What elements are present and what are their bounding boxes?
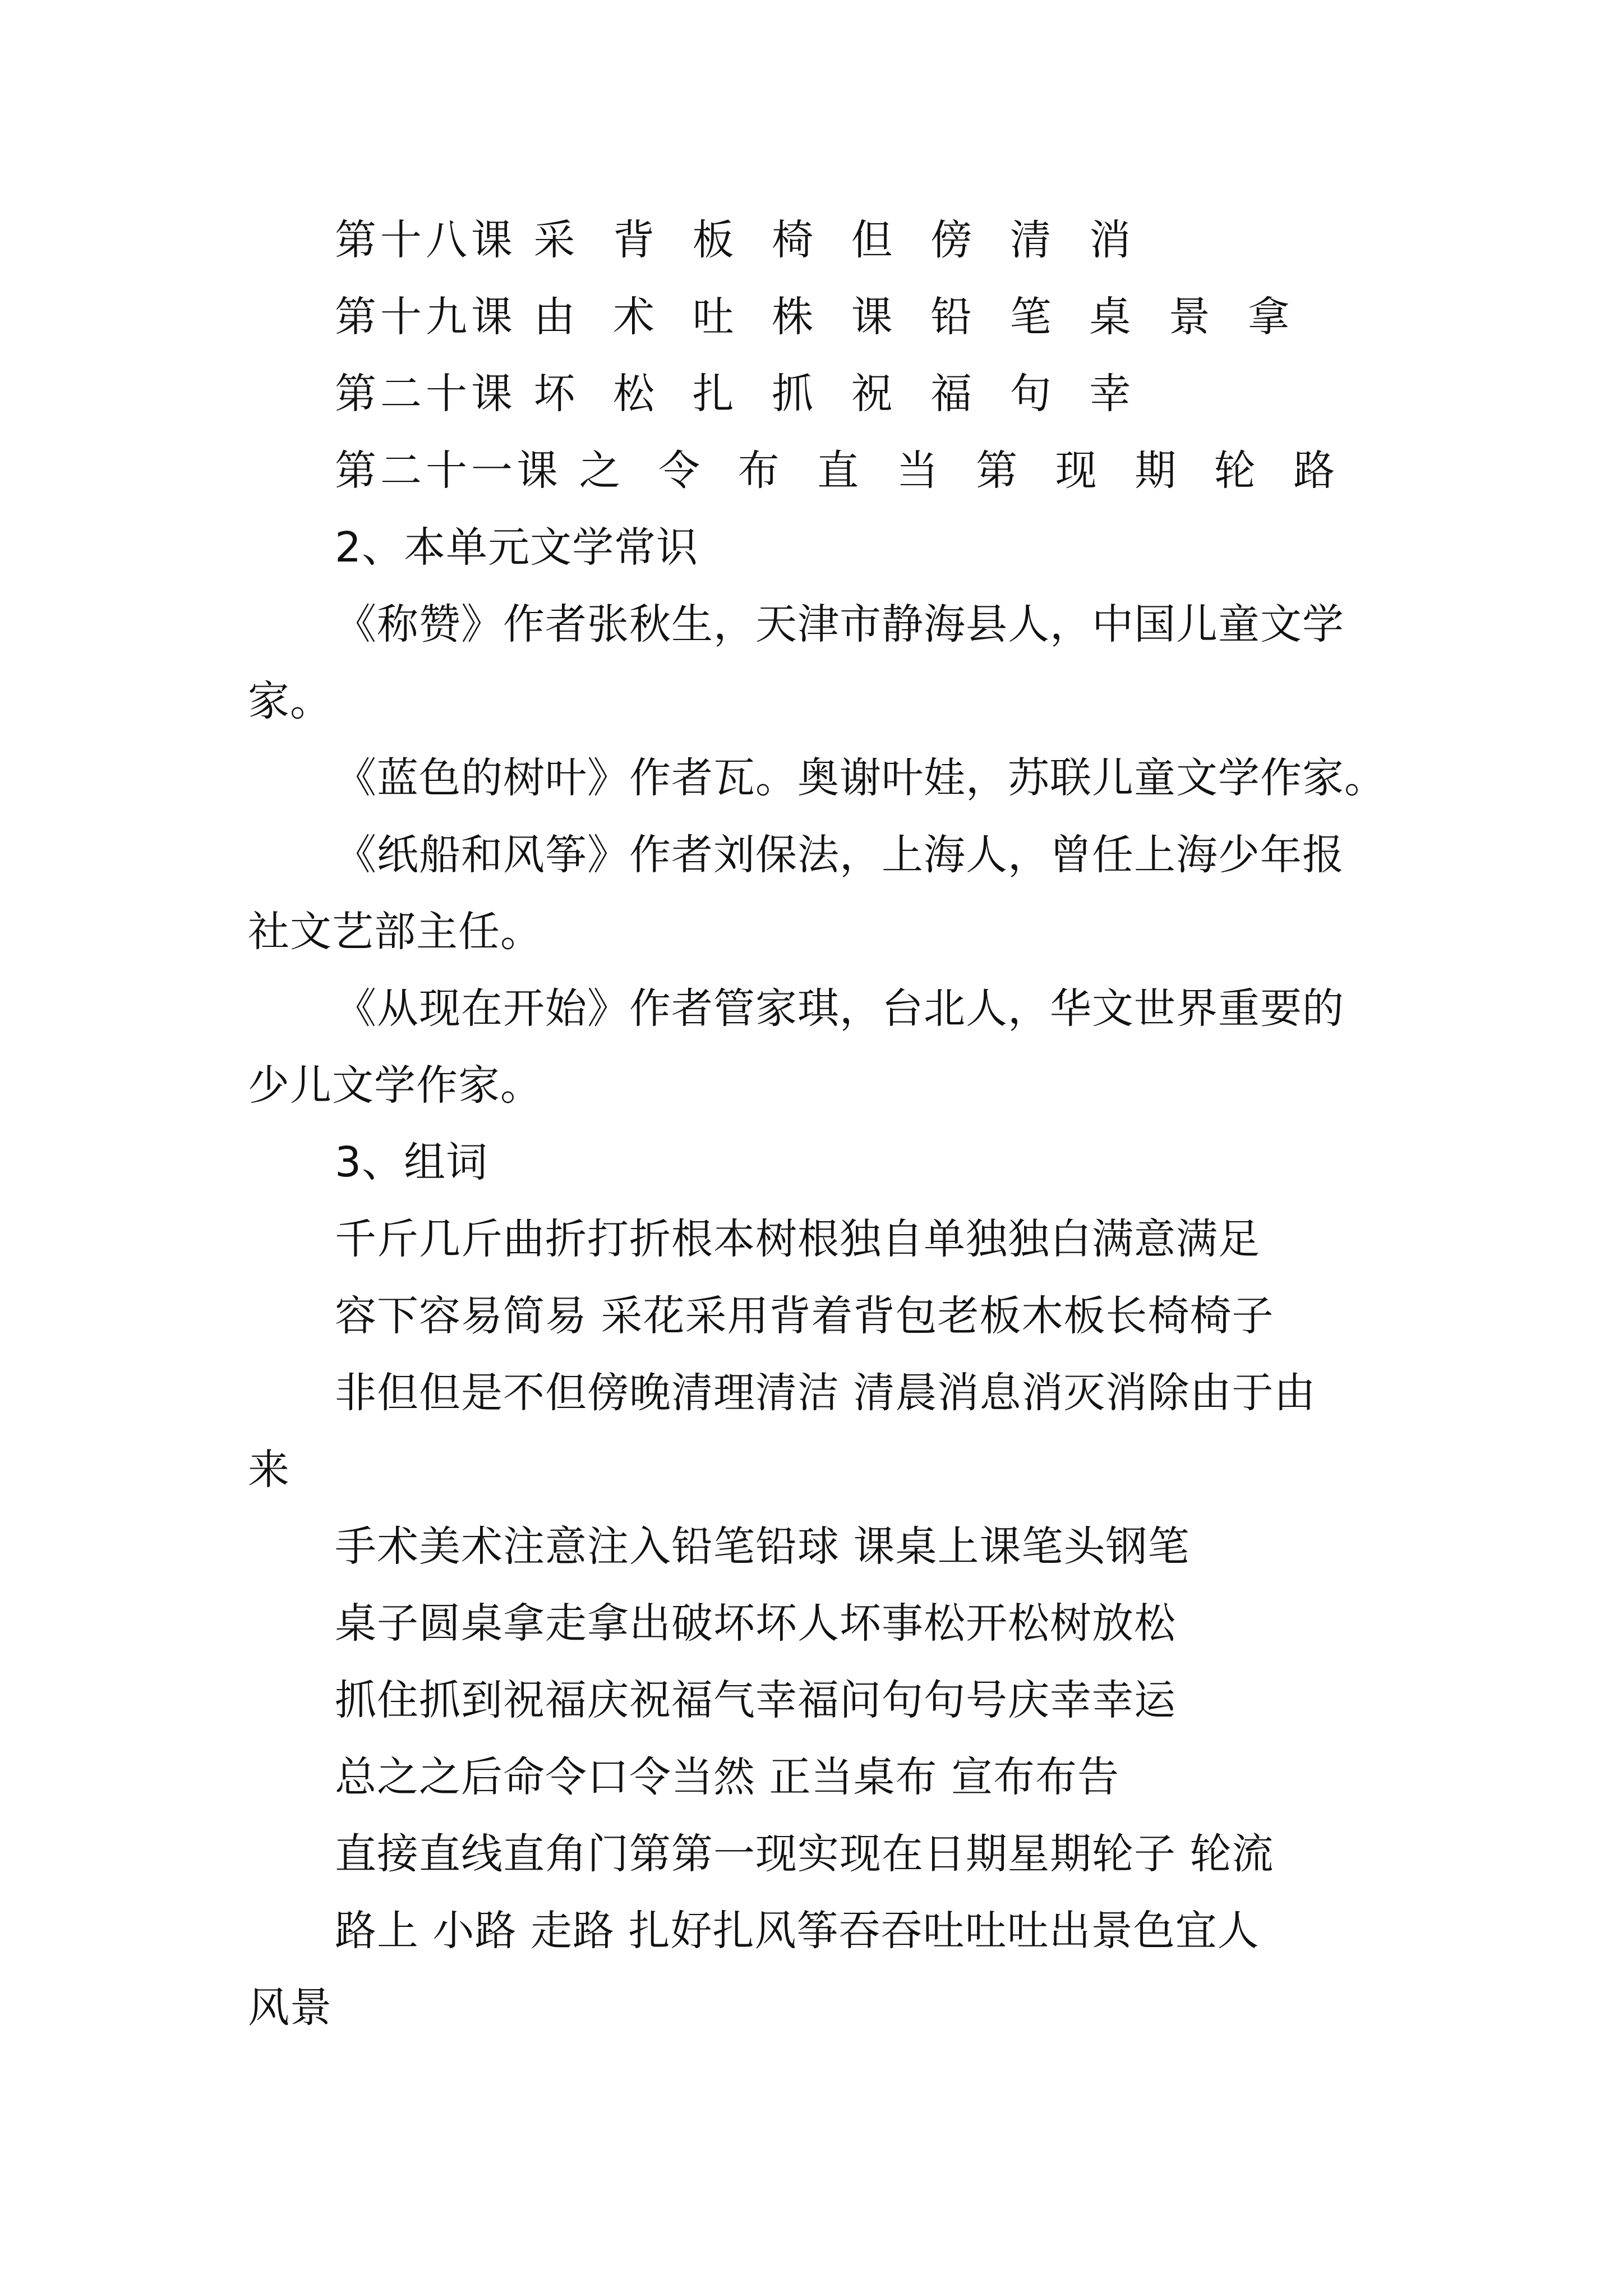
word-group-continuation: 来 [248,1446,290,1494]
word-group-line: 路上 小路 走路 扎好扎风筝吞吞吐吐吐出景色宜人 [335,1907,1260,1955]
lesson-title: 第十八课 [335,216,517,264]
literature-item-first-line: 《从现在开始》作者管家琪，台北人，华文世界重要的 [335,984,1344,1033]
literature-item-first-line: 《蓝色的树叶》作者瓦。奥谢叶娃，苏联儿童文学作家。 [335,754,1386,802]
word-group-line: 非但但是不但傍晚清理清洁 清晨消息消灭消除由于由 [335,1369,1316,1417]
document-body [248,202,1386,2046]
lesson-title: 第十九课 [335,293,517,341]
word-group-continuation: 风景 [248,1984,332,2032]
word-group-line: 千斤几斤曲折打折根本树根独自单独独白满意满足 [335,1215,1260,1263]
word-group-line: 手术美术注意注入铅笔铅球 课桌上课笔头钢笔 [335,1522,1190,1571]
lesson-characters: 由 术 吐 株 课 铅 笔 桌 景 拿 [533,293,1302,341]
word-group-line: 直接直线直角门第第一现实现在日期星期轮子 轮流 [335,1830,1274,1878]
word-group-line: 抓住抓到祝福庆祝福气幸福问句句号庆幸幸运 [335,1676,1176,1724]
lesson-characters: 坏 松 扎 抓 祝 福 句 幸 [533,370,1144,418]
word-group-line: 桌子圆桌拿走拿出破坏坏人坏事松开松树放松 [335,1599,1176,1648]
literature-item-continuation: 家。 [248,677,332,725]
word-group-line: 总之之后命令口令当然 正当桌布 宣布布告 [335,1753,1120,1801]
lesson-title: 第二十课 [335,370,517,418]
lesson-title: 第二十一课 [335,447,562,495]
lesson-characters: 采 背 板 椅 但 傍 清 消 [533,216,1144,264]
lesson-line-21 [248,432,1381,509]
lesson-line-18 [248,202,1381,279]
literature-item-first-line: 《纸船和风筝》作者刘保法，上海人，曾任上海少年报 [335,831,1344,879]
literature-item-continuation: 少儿文学作家。 [248,1061,542,1110]
lesson-characters: 之 令 布 直 当 第 现 期 轮 路 [579,447,1348,495]
literature-item-continuation: 社文艺部主任。 [248,908,542,956]
lesson-line-20 [248,356,1381,432]
section-heading-literature: 2、本单元文学常识 [335,523,699,572]
lesson-line-19 [248,279,1381,356]
word-group-line: 容下容易简易 采花采用背着背包老板木板长椅椅子 [335,1292,1274,1340]
literature-item-first-line: 《称赞》作者张秋生，天津市静海县人，中国儿童文学 [335,600,1344,648]
section-heading-word-groups: 3、组词 [335,1138,488,1186]
